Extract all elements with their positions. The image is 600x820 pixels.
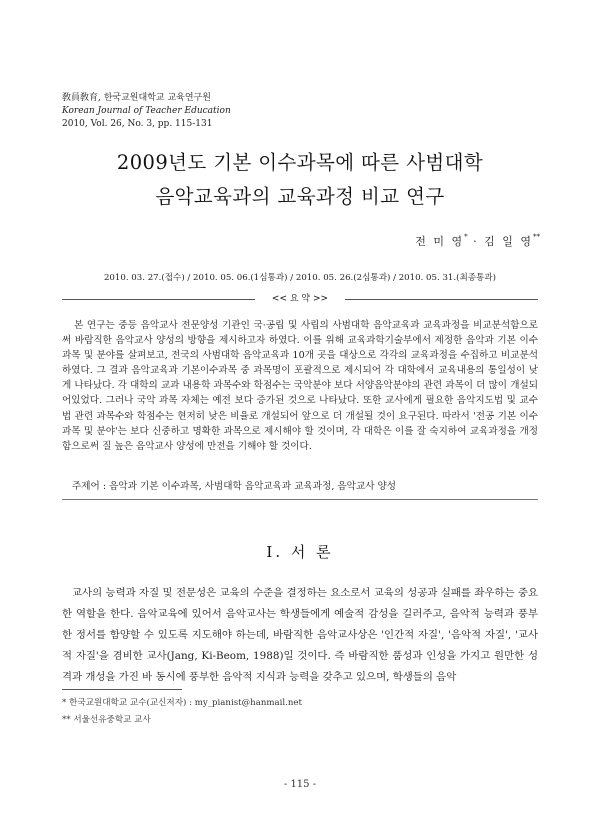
journal-volume: 2010, Vol. 26, No. 3, pp. 115-131: [62, 119, 213, 129]
abstract-text: 본 연구는 중등 음악교사 전문양성 기관인 국·공립 및 사립의 사범대학 음악교육과 교육과정을 비교분석함으로써 바람직한 음악교사 양성의 방향을 제시하고자 하였다. 이를 위해 교육과학기술부에서 제정한 음악과 기본 이수 과목 및 분야를 살펴보고, 전국의 사범대학 음악교육과 10개 곳을 대상으로 각각의 교육과정을 수집하고 비교분석하였다. 그 결과 음악교육과 기본이수과목 중 과목명이 포괄적으로 제시되어 각 대학에서 교육내용의 통일성이 낮게 나타났다. 각 대학의 교과 내용학 과목수와 학점수는 국악분야 보다 서양음악분야의 관련 과목이 더 많이 개설되어있었다. 그러나 국악 과목 자체는 예전 보다 증가된 것으로 나타났다. 또한 교사에게 필요한 음악지도법 및 교수법 관련 과목수와 학점수는 현저히 낮은 비율로 개설되어 앞으로 더 개설될 것이 요구된다. 따라서 '전공 기본 이수 과목 및 분야'는 보다 신중하고 명확한 과목으로 제시해야 할 것이며, 각 대학은 이를 잘 숙지하여 교육과정을 개정함으로써 질 높은 음악교사 양성에 만전을 기해야 할 것이다.: [62, 320, 538, 452]
footnote-divider: [62, 689, 182, 690]
author-1-mark: *: [464, 233, 468, 241]
author-2: 김 일 영: [484, 235, 533, 248]
abstract-heading-label: << 요 약 >>: [271, 294, 329, 304]
authors: [415, 233, 540, 249]
review-dates: 2010. 03. 27.(접수) / 2010. 05. 06.(1심통과) / 2010. 05. 26.(2심통과) / 2010. 05. 31.(최종통과): [103, 273, 497, 283]
keywords: 주제어 : 음악과 기본 이수과목, 사범대학 음악교육과 교육과정, 음악교사 양성: [72, 481, 397, 492]
journal-info: [62, 92, 231, 131]
paper-title-line-2: 음악교육과의 교육과정 비교 연구: [155, 185, 445, 208]
author-1: 전 미 영: [415, 235, 465, 248]
footnote-2: ** 서울선유중학교 교사: [62, 715, 151, 725]
abstract-heading: [62, 291, 538, 307]
paper-title-line-1: 2009년도 기본 이수과목에 따른 사범대학: [116, 151, 484, 174]
journal-name-english: Korean Journal of Teacher Education: [62, 106, 231, 116]
section-title: Ⅰ. 서 론: [266, 543, 334, 561]
author-separator: ·: [467, 235, 485, 248]
footnote-1: * 한국교원대학교 교수(교신저자) : my_pianist@hanmail.net: [62, 698, 302, 708]
journal-name-korean: 敎員敎育, 한국교원대학교 교육연구원: [62, 93, 211, 103]
author-2-mark: **: [533, 233, 540, 241]
paper-title: [40, 146, 560, 214]
page-number: - 115 -: [283, 779, 317, 790]
keywords-divider: [62, 499, 538, 500]
abstract-heading-rule-right: [345, 299, 538, 300]
body-paragraph: 교사의 능력과 자질 및 전문성은 교육의 수준을 결정하는 요소로서 교육의 성공과 실패를 좌우하는 중요한 역할을 한다. 음악교육에 있어서 음악교사는 학생들에게 예술적 감성을 길러주고, 음악적 능력과 풍부한 정서를 함양할 수 있도록 지도해야 하는데, 바람직한 음악교사상은 '인간적 자질', '음악적 자질', '교사적 자질'을 겸비한 교사(Jang, Ki-Beom, 1988)일 것이다. 즉 바람직한 품성과 인성을 가지고 원만한 성격과 개성을 가진 바 동시에 풍부한 음악적 지식과 능력을 갖추고 있으며, 학생들의 음악: [62, 587, 538, 683]
